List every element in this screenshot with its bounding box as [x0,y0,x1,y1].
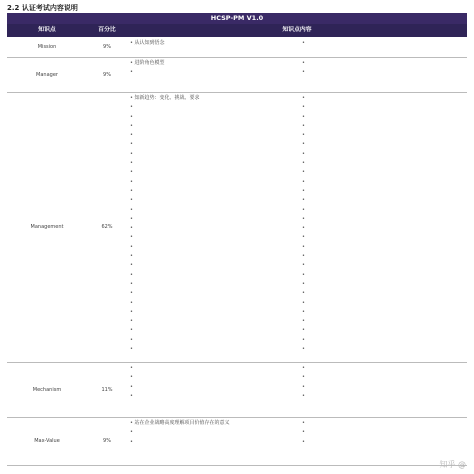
bullet-item [130,345,290,354]
bullet-item [302,289,467,298]
bullet-item [302,150,467,159]
bullet-item [130,187,290,196]
bullet-item [302,392,467,401]
table-header [7,24,467,37]
header-percentage: 百分比 [98,27,116,33]
left-bullet-list [130,94,290,354]
table-row-max-value [7,417,467,466]
right-bullet-list [302,59,467,78]
row-percentage: 9% [103,71,111,78]
bullet-item [302,345,467,354]
bullet-item: • 进阶角色模型 [130,59,290,68]
bullet-item [130,392,290,401]
bullet-item [130,252,290,261]
bullet-item [302,159,467,168]
bullet-item [302,140,467,149]
row-knowledge-point: Mission [37,44,57,50]
row-percentage: 9% [103,44,111,50]
bullet-item [130,131,290,140]
bullet-item [302,233,467,242]
bullet-item [302,68,467,77]
bullet-item [302,113,467,122]
bullet-item [130,308,290,317]
bullet-item [130,261,290,270]
bullet-item [302,196,467,205]
row-percentage: 62% [101,224,113,230]
left-bullet-list [130,419,290,447]
left-bullet-list [130,364,290,401]
bullet-item [130,428,290,437]
bullet-item [302,206,467,215]
bullet-item [130,336,290,345]
bullet-item [302,299,467,308]
table-row-management [7,92,467,363]
bullet-item [302,243,467,252]
bullet-item [302,308,467,317]
bullet-item [130,317,290,326]
bullet-item [130,122,290,131]
bullet-item [302,317,467,326]
bullet-item [302,373,467,382]
row-knowledge-point: Mechanism [32,386,62,393]
bullet-item [302,271,467,280]
bullet-item [130,233,290,242]
row-percentage: 11% [101,386,113,393]
section-title: 2.2 认证考试内容说明 [7,4,78,12]
right-bullet-list [302,419,467,447]
bullet-item [130,289,290,298]
bullet-item [302,168,467,177]
bullet-item [130,383,290,392]
bullet-item [130,438,290,447]
bullet-item [302,419,467,428]
bullet-item [302,383,467,392]
bullet-item [302,215,467,224]
bullet-item [302,59,467,68]
left-bullet-list [130,39,290,48]
bullet-item [130,196,290,205]
bullet-item [302,261,467,270]
bullet-item [130,178,290,187]
right-bullet-list [302,39,467,48]
header-knowledge-point: 知识点 [38,27,56,33]
right-bullet-list [302,364,467,401]
bullet-item [302,252,467,261]
bullet-item [130,150,290,159]
table-row-manager [7,57,467,93]
bullet-item [302,224,467,233]
table-row-mechanism [7,362,467,418]
row-knowledge-point: Management [30,224,64,230]
bullet-item [130,103,290,112]
bullet-item [302,428,467,437]
bullet-item [130,364,290,373]
bullet-item [130,299,290,308]
bullet-item [130,215,290,224]
right-bullet-list [302,94,467,354]
bullet-item [130,243,290,252]
bullet-item: • 知新趋势：变化、挑战、要求 [130,94,290,103]
row-percentage: 9% [103,438,111,444]
exam-version-banner: HCSP-PM V1.0 [7,13,467,24]
bullet-item [302,326,467,335]
bullet-item [302,94,467,103]
bullet-item [302,364,467,373]
bullet-item [130,113,290,122]
bullet-item: • 从认知到悟念 [130,39,290,48]
row-knowledge-point: Manager [36,71,58,78]
bullet-item [130,373,290,382]
bullet-item [130,206,290,215]
bullet-item [302,187,467,196]
bullet-item [130,224,290,233]
bullet-item [130,271,290,280]
bullet-item: • 站在企业战略高度理解项目价值存在的意义 [130,419,290,428]
header-content: 知识点内容 [282,27,312,33]
bullet-item [130,140,290,149]
watermark: 知乎 @ [439,460,466,469]
bullet-item [302,39,467,48]
bullet-item [302,336,467,345]
left-bullet-list [130,59,290,78]
bullet-item [130,159,290,168]
bullet-item [130,326,290,335]
row-knowledge-point: Max-Value [34,438,60,444]
bullet-item [302,438,467,447]
bullet-item [302,122,467,131]
bullet-item [302,178,467,187]
bullet-item [302,131,467,140]
table-row-mission [7,37,467,58]
bullet-item [302,103,467,112]
bullet-item [130,280,290,289]
bullet-item [302,280,467,289]
bullet-item [130,68,290,77]
bullet-item [130,168,290,177]
